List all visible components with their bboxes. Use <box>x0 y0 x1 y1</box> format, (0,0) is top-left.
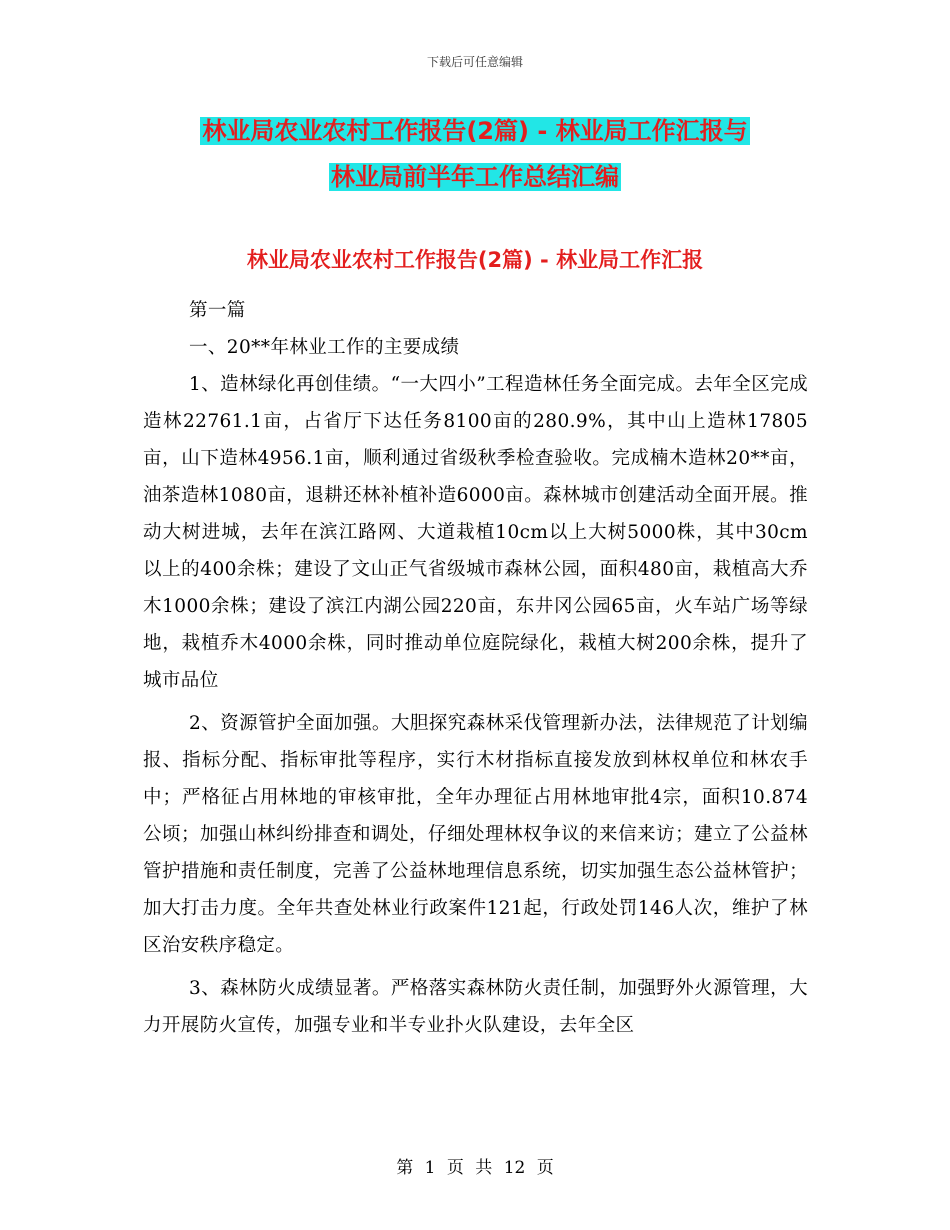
section-title: 林业局农业农村工作报告(2篇) - 林业局工作汇报 <box>246 248 704 272</box>
paragraph-afforestation: 1、造林绿化再创佳绩。“一大四小”工程造林任务全面完成。去年全区完成造林22761.1亩，占省厅下达任务8100亩的280.9%，其中山上造林17805亩，山下造林4956.1亩，顺利通过省级秋季检查验收。完成楠木造林20**亩，油茶造林1080亩，退耕还林补植补造6000亩。森林城市创建活动全面开展。推动大树进城，去年在滨江路网、大道栽植10cm以上大树5000株，其中30cm以上的400余株；建设了文山正气省级城市森林公园，面积480亩，栽植高大乔木1000余株；建设了滨江内湖公园220亩，东井冈公园65亩，火车站广场等绿地，栽植乔木4000余株，同时推动单位庭院绿化，栽植大树200余株，提升了城市品位 <box>143 374 808 691</box>
document-body <box>143 292 808 1044</box>
header-note: 下载后可任意编辑 <box>426 55 523 69</box>
paragraph-section-heading: 一、20**年林业工作的主要成绩 <box>189 337 460 358</box>
document-title-line-2: 林业局前半年工作总结汇编 <box>331 163 619 191</box>
document-title-line-1: 林业局农业农村工作报告(2篇) - 林业局工作汇报与 <box>202 117 748 145</box>
page-footer: 第 1 页 共 12 页 <box>396 1158 554 1178</box>
paragraph-fire-prevention: 3、森林防火成绩显著。严格落实森林防火责任制，加强野外火源管理，大力开展防火宣传，加强专业和半专业扑火队建设，去年全区 <box>143 978 808 1036</box>
document-title <box>0 108 950 200</box>
paragraph-part-heading: 第一篇 <box>189 300 246 321</box>
paragraph-resource-protection: 2、资源管护全面加强。大胆探究森林采伐管理新办法，法律规范了计划编报、指标分配、指标审批等程序，实行木材指标直接发放到林权单位和林农手中；严格征占用林地的审核审批，全年办理征占用林地审批4宗，面积10.874公顷；加强山林纠纷排查和调处，仔细处理林权争议的来信来访；建立了公益林管护措施和责任制度，完善了公益林地理信息系统，切实加强生态公益林管护；加大打击力度。全年共查处林业行政案件121起，行政处罚146人次，维护了林区治安秩序稳定。 <box>143 713 808 956</box>
